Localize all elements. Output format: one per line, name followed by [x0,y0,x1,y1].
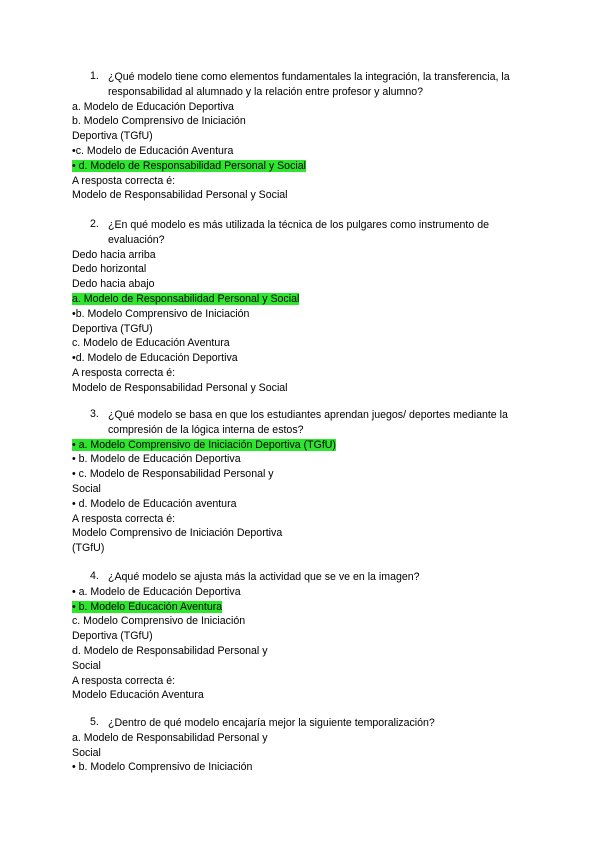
answer-label: A resposta correcta é: [72,674,176,687]
question-text: ¿Qué modelo se basa en que los estudiantes aprendan juegos/ deportes mediante la compresión de la lógica interna de estos? [108,409,508,436]
answer-text: Modelo Educación Aventura [72,689,204,702]
option-b: •b. Modelo Comprensivo de Iniciación [72,307,250,320]
option-d-highlighted: • d. Modelo de Responsabilidad Personal y Social [72,159,306,172]
answer-text: Modelo de Responsabilidad Personal y Social [72,381,288,394]
answer-label: A resposta correcta é: [72,366,176,379]
option-a-cont: Social [72,746,101,759]
question-text: ¿Aqué modelo se ajusta más la actividad que se ve en la imagen? [108,571,420,583]
option-a: • a. Modelo de Educación Deportiva [72,585,241,598]
option-b: b. Modelo Comprensivo de Iniciación [72,115,246,128]
question-3 [72,408,542,556]
question-1 [72,70,542,203]
context-line: Dedo horizontal [72,263,147,276]
answer-label: A resposta correcta é: [72,512,176,525]
option-a-highlighted: a. Modelo de Responsabilidad Personal y Social [72,292,300,305]
option-b: • b. Modelo Comprensivo de Iniciación [72,761,253,774]
question-5 [72,716,542,775]
question-4 [72,570,542,703]
question-header [90,716,542,731]
question-header [90,570,542,585]
question-text: ¿Dentro de qué modelo encajaría mejor la siguiente temporalización? [108,717,435,729]
answer-text: Modelo de Responsabilidad Personal y Social [72,189,288,202]
option-a: a. Modelo de Educación Deportiva [72,100,234,113]
option-d: d. Modelo de Responsabilidad Personal y [72,644,268,657]
option-a-highlighted: • a. Modelo Comprensivo de Iniciación Deportiva (TGfU) [72,438,336,451]
option-c: c. Modelo de Educación Aventura [72,337,230,350]
answer-text: Modelo Comprensivo de Iniciación Deportiva [72,527,283,540]
option-d-cont: Social [72,659,101,672]
question-number: 5. [90,716,99,728]
question-text: ¿Qué modelo tiene como elementos fundamentales la integración, la transferencia, la responsabilidad al alumnado y la relación entre profesor y alumno? [108,71,510,98]
option-b-cont: Deportiva (TGfU) [72,322,153,335]
option-d: •d. Modelo de Educación Deportiva [72,352,238,365]
question-header [90,218,542,248]
question-number: 4. [90,570,99,582]
question-2 [72,218,542,396]
question-number: 3. [90,408,99,420]
question-header [90,70,542,100]
option-a: a. Modelo de Responsabilidad Personal y [72,731,268,744]
context-line: Dedo hacia abajo [72,278,155,291]
option-c-cont: Social [72,482,101,495]
question-header [90,408,542,438]
question-number: 2. [90,218,99,230]
option-b: • b. Modelo de Educación Deportiva [72,453,241,466]
option-d: • d. Modelo de Educación aventura [72,497,237,510]
question-text: ¿En qué modelo es más utilizada la técnica de los pulgares como instrumento de evaluación? [108,219,489,246]
context-line: Dedo hacia arriba [72,248,156,261]
option-c: c. Modelo Comprensivo de Iniciación [72,615,246,628]
option-b-highlighted: • b. Modelo Educación Aventura [72,600,223,613]
option-c-cont: Deportiva (TGfU) [72,630,153,643]
answer-text-cont: (TGfU) [72,542,105,555]
option-c: • c. Modelo de Responsabilidad Personal y [72,468,274,481]
answer-label: A resposta correcta é: [72,174,176,187]
question-number: 1. [90,70,99,82]
option-b-cont: Deportiva (TGfU) [72,130,153,143]
option-c: •c. Modelo de Educación Aventura [72,144,234,157]
